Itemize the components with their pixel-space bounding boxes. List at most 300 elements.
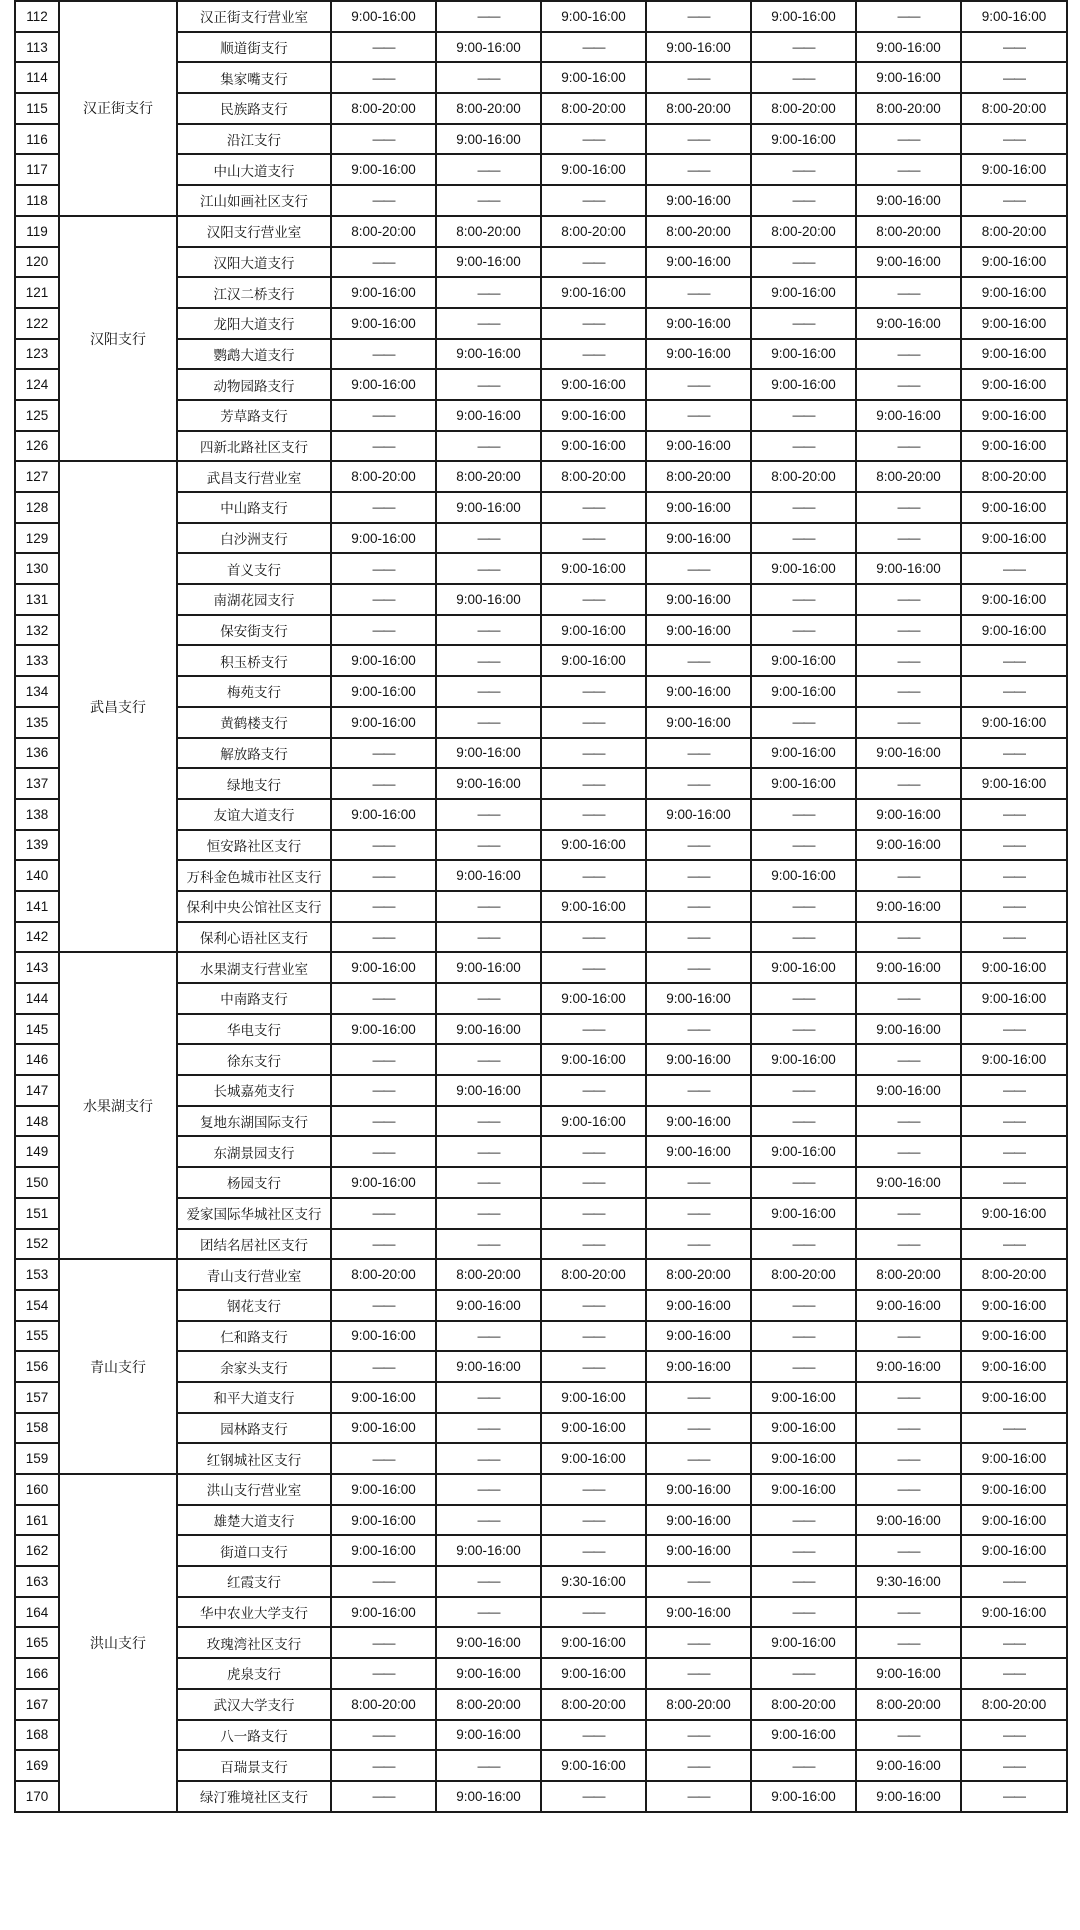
hours-cell: —— [961,1658,1067,1689]
sub-branch-name: 武汉大学支行 [177,1689,331,1720]
hours-cell: —— [331,185,436,216]
hours-cell: 9:00-16:00 [646,584,751,615]
hours-cell: 9:00-16:00 [751,1198,856,1229]
hours-cell: —— [961,1229,1067,1260]
hours-cell: 9:00-16:00 [646,676,751,707]
hours-cell: 9:00-16:00 [541,400,646,431]
sub-branch-name: 复地东湖国际支行 [177,1106,331,1137]
hours-cell: —— [646,768,751,799]
hours-cell: —— [331,768,436,799]
hours-cell: —— [436,369,541,400]
hours-cell: —— [646,952,751,983]
hours-cell: 9:00-16:00 [541,1106,646,1137]
row-number: 161 [15,1505,59,1536]
table-body [15,1,1067,1812]
hours-cell: —— [961,676,1067,707]
hours-cell: —— [961,860,1067,891]
hours-cell: —— [331,32,436,63]
hours-cell: 9:00-16:00 [436,860,541,891]
hours-cell: 8:00-20:00 [541,1689,646,1720]
hours-cell: —— [646,553,751,584]
hours-cell: —— [541,1014,646,1045]
table-row [15,1259,1067,1290]
sub-branch-name: 南湖花园支行 [177,584,331,615]
hours-cell: —— [751,1290,856,1321]
hours-cell: 9:00-16:00 [751,1136,856,1167]
hours-cell: —— [541,860,646,891]
hours-cell: 9:00-16:00 [856,553,961,584]
hours-cell: 9:00-16:00 [541,1413,646,1444]
hours-cell: —— [856,369,961,400]
schedule-sheet [14,0,1066,1813]
hours-cell: —— [856,768,961,799]
hours-cell: —— [751,247,856,278]
hours-cell: —— [541,922,646,953]
row-number: 169 [15,1750,59,1781]
sub-branch-name: 武昌支行营业室 [177,461,331,492]
hours-cell: —— [751,799,856,830]
hours-cell: —— [541,185,646,216]
hours-cell: —— [646,277,751,308]
hours-cell: 9:00-16:00 [856,799,961,830]
hours-cell: —— [961,1781,1067,1812]
sub-branch-name: 龙阳大道支行 [177,308,331,339]
hours-cell: —— [436,1505,541,1536]
hours-cell: 9:00-16:00 [331,952,436,983]
hours-cell: 9:00-16:00 [436,339,541,370]
hours-cell: 8:00-20:00 [646,1259,751,1290]
hours-cell: —— [856,584,961,615]
hours-cell: —— [436,277,541,308]
row-number: 168 [15,1720,59,1751]
row-number: 152 [15,1229,59,1260]
hours-cell: —— [856,983,961,1014]
hours-cell: 8:00-20:00 [436,1689,541,1720]
hours-cell: 9:00-16:00 [436,492,541,523]
hours-cell: —— [331,400,436,431]
hours-cell: 9:00-16:00 [646,32,751,63]
sub-branch-name: 首义支行 [177,553,331,584]
hours-cell: —— [541,1597,646,1628]
hours-cell: 9:00-16:00 [751,1044,856,1075]
sub-branch-name: 汉正街支行营业室 [177,1,331,32]
hours-cell: —— [436,830,541,861]
row-number: 159 [15,1443,59,1474]
row-number: 137 [15,768,59,799]
hours-cell: 9:00-16:00 [856,32,961,63]
hours-cell: —— [856,1627,961,1658]
hours-cell: 9:00-16:00 [961,1,1067,32]
hours-cell: —— [646,891,751,922]
hours-cell: 9:00-16:00 [646,1290,751,1321]
hours-cell: 9:00-16:00 [646,247,751,278]
sub-branch-name: 四新北路社区支行 [177,431,331,462]
hours-cell: —— [856,1229,961,1260]
hours-cell: 9:00-16:00 [541,1382,646,1413]
hours-cell: —— [751,922,856,953]
hours-cell: 8:00-20:00 [541,216,646,247]
hours-cell: 9:00-16:00 [541,1,646,32]
hours-cell: —— [961,185,1067,216]
hours-cell: 9:00-16:00 [331,1413,436,1444]
sub-branch-name: 和平大道支行 [177,1382,331,1413]
sub-branch-name: 解放路支行 [177,738,331,769]
sub-branch-name: 绿地支行 [177,768,331,799]
hours-cell: 9:00-16:00 [751,1,856,32]
hours-cell: 8:00-20:00 [541,93,646,124]
row-number: 112 [15,1,59,32]
hours-cell: —— [331,1781,436,1812]
hours-cell: 9:00-16:00 [961,1443,1067,1474]
row-number: 130 [15,553,59,584]
hours-cell: 9:00-16:00 [961,1290,1067,1321]
hours-cell: 9:00-16:00 [646,1505,751,1536]
hours-cell: —— [961,1136,1067,1167]
hours-cell: —— [646,1720,751,1751]
hours-cell: —— [856,707,961,738]
hours-cell: 9:00-16:00 [436,1351,541,1382]
hours-cell: —— [436,553,541,584]
sub-branch-name: 长城嘉苑支行 [177,1075,331,1106]
hours-cell: 8:00-20:00 [961,216,1067,247]
sub-branch-name: 保利中央公馆社区支行 [177,891,331,922]
hours-cell: —— [541,32,646,63]
hours-cell: —— [856,277,961,308]
hours-cell: 8:00-20:00 [961,1259,1067,1290]
row-number: 119 [15,216,59,247]
hours-cell: 9:00-16:00 [541,891,646,922]
row-number: 117 [15,154,59,185]
row-number: 127 [15,461,59,492]
hours-cell: —— [541,1075,646,1106]
hours-cell: —— [856,860,961,891]
row-number: 124 [15,369,59,400]
hours-cell: 8:00-20:00 [436,1259,541,1290]
hours-cell: 9:00-16:00 [436,124,541,155]
sub-branch-name: 顺道街支行 [177,32,331,63]
hours-cell: —— [961,62,1067,93]
sub-branch-name: 园林路支行 [177,1413,331,1444]
hours-cell: 9:00-16:00 [856,830,961,861]
hours-cell: —— [751,1658,856,1689]
hours-cell: 9:00-16:00 [751,277,856,308]
hours-cell: —— [646,124,751,155]
hours-cell: —— [646,830,751,861]
sub-branch-name: 保利心语社区支行 [177,922,331,953]
hours-cell: 9:00-16:00 [331,1014,436,1045]
hours-cell: —— [856,1198,961,1229]
row-number: 162 [15,1535,59,1566]
hours-cell: —— [646,1443,751,1474]
hours-cell: 9:00-16:00 [751,1443,856,1474]
row-number: 141 [15,891,59,922]
hours-cell: 9:00-16:00 [541,615,646,646]
branch-group-cell: 武昌支行 [59,461,177,952]
hours-cell: 9:00-16:00 [961,492,1067,523]
sub-branch-name: 华中农业大学支行 [177,1597,331,1628]
hours-cell: 8:00-20:00 [331,461,436,492]
hours-cell: —— [856,492,961,523]
table-row [15,461,1067,492]
hours-cell: —— [436,1597,541,1628]
hours-cell: 8:00-20:00 [646,93,751,124]
hours-cell: 9:00-16:00 [436,584,541,615]
hours-cell: —— [541,1167,646,1198]
hours-cell: —— [856,1535,961,1566]
row-number: 156 [15,1351,59,1382]
hours-cell: —— [436,62,541,93]
hours-cell: —— [961,124,1067,155]
sub-branch-name: 东湖景园支行 [177,1136,331,1167]
sub-branch-name: 动物园路支行 [177,369,331,400]
hours-cell: —— [541,584,646,615]
row-number: 144 [15,983,59,1014]
hours-cell: 9:00-16:00 [646,523,751,554]
branch-group-cell: 洪山支行 [59,1474,177,1812]
sub-branch-name: 爱家国际华城社区支行 [177,1198,331,1229]
sub-branch-name: 徐东支行 [177,1044,331,1075]
hours-cell: 9:00-16:00 [646,1474,751,1505]
sub-branch-name: 黄鹤楼支行 [177,707,331,738]
hours-cell: —— [436,1106,541,1137]
hours-cell: —— [856,1597,961,1628]
hours-cell: —— [331,1658,436,1689]
hours-cell: 9:00-16:00 [646,983,751,1014]
hours-cell: —— [436,1750,541,1781]
hours-cell: —— [961,1014,1067,1045]
hours-cell: 9:00-16:00 [751,553,856,584]
sub-branch-name: 杨园支行 [177,1167,331,1198]
row-number: 131 [15,584,59,615]
hours-cell: 9:00-16:00 [961,1597,1067,1628]
hours-cell: —— [751,707,856,738]
hours-cell: —— [961,830,1067,861]
sub-branch-name: 江山如画社区支行 [177,185,331,216]
hours-cell: —— [856,339,961,370]
hours-cell: —— [961,1750,1067,1781]
hours-cell: —— [331,62,436,93]
hours-cell: —— [436,1136,541,1167]
hours-cell: —— [751,400,856,431]
hours-cell: —— [856,1474,961,1505]
hours-cell: —— [331,1136,436,1167]
hours-cell: 8:00-20:00 [751,461,856,492]
hours-cell: —— [541,676,646,707]
hours-cell: 9:00-16:00 [856,62,961,93]
hours-cell: —— [961,645,1067,676]
hours-cell: —— [541,1198,646,1229]
hours-cell: 9:00-16:00 [961,707,1067,738]
hours-cell: 9:00-16:00 [751,768,856,799]
hours-cell: —— [751,1750,856,1781]
hours-cell: 8:00-20:00 [436,93,541,124]
hours-cell: —— [541,1351,646,1382]
hours-cell: 9:00-16:00 [646,1535,751,1566]
hours-cell: —— [331,1750,436,1781]
hours-cell: 9:00-16:00 [541,369,646,400]
hours-cell: —— [436,154,541,185]
hours-cell: 9:00-16:00 [331,1,436,32]
hours-cell: —— [961,32,1067,63]
sub-branch-name: 八一路支行 [177,1720,331,1751]
hours-cell: —— [751,1321,856,1352]
hours-cell: —— [436,1,541,32]
hours-cell: 9:00-16:00 [331,707,436,738]
hours-cell: 9:00-16:00 [856,400,961,431]
sub-branch-name: 江汉二桥支行 [177,277,331,308]
hours-cell: 9:00-16:00 [961,983,1067,1014]
hours-cell: —— [646,1167,751,1198]
hours-cell: —— [751,584,856,615]
hours-cell: —— [961,1566,1067,1597]
hours-cell: —— [436,1566,541,1597]
hours-cell: —— [646,645,751,676]
hours-cell: 9:00-16:00 [331,676,436,707]
sub-branch-name: 芳草路支行 [177,400,331,431]
row-number: 166 [15,1658,59,1689]
row-number: 167 [15,1689,59,1720]
sub-branch-name: 洪山支行营业室 [177,1474,331,1505]
hours-cell: 8:00-20:00 [856,1689,961,1720]
hours-cell: —— [331,553,436,584]
hours-cell: —— [331,492,436,523]
hours-cell: 8:00-20:00 [961,461,1067,492]
hours-cell: —— [436,922,541,953]
hours-cell: 9:00-16:00 [436,1627,541,1658]
sub-branch-name: 百瑞景支行 [177,1750,331,1781]
hours-cell: 9:00-16:00 [751,1413,856,1444]
hours-cell: 8:00-20:00 [856,93,961,124]
sub-branch-name: 青山支行营业室 [177,1259,331,1290]
hours-cell: 9:00-16:00 [436,952,541,983]
hours-cell: —— [646,1,751,32]
hours-cell: —— [541,1781,646,1812]
hours-cell: 9:00-16:00 [331,277,436,308]
hours-cell: 8:00-20:00 [856,461,961,492]
hours-cell: —— [751,1106,856,1137]
row-number: 153 [15,1259,59,1290]
hours-cell: 9:00-16:00 [646,799,751,830]
hours-cell: 9:00-16:00 [646,339,751,370]
hours-cell: 9:00-16:00 [646,1321,751,1352]
row-number: 149 [15,1136,59,1167]
hours-cell: 9:00-16:00 [751,952,856,983]
hours-cell: 9:00-16:00 [331,1382,436,1413]
hours-cell: 9:00-16:00 [961,431,1067,462]
hours-cell: —— [646,1750,751,1781]
hours-cell: —— [541,1290,646,1321]
hours-cell: —— [331,1198,436,1229]
table-row [15,216,1067,247]
sub-branch-name: 水果湖支行营业室 [177,952,331,983]
row-number: 116 [15,124,59,155]
hours-cell: —— [751,1566,856,1597]
hours-cell: 9:00-16:00 [646,492,751,523]
sub-branch-name: 中南路支行 [177,983,331,1014]
row-number: 158 [15,1413,59,1444]
hours-cell: —— [541,738,646,769]
hours-cell: —— [436,1413,541,1444]
hours-cell: —— [961,1167,1067,1198]
hours-cell: 9:00-16:00 [751,369,856,400]
row-number: 126 [15,431,59,462]
hours-cell: 9:00-16:00 [856,1351,961,1382]
hours-cell: 8:00-20:00 [646,216,751,247]
hours-cell: 9:00-16:00 [541,1627,646,1658]
hours-cell: 9:00-16:00 [961,768,1067,799]
hours-cell: 9:00-16:00 [436,1535,541,1566]
hours-cell: 9:00-16:00 [541,645,646,676]
hours-cell: 9:00-16:00 [961,1321,1067,1352]
hours-cell: 9:00-16:00 [856,1750,961,1781]
hours-cell: 9:00-16:00 [856,1658,961,1689]
row-number: 140 [15,860,59,891]
hours-cell: 9:00-16:00 [751,676,856,707]
hours-cell: 8:00-20:00 [331,93,436,124]
hours-cell: —— [331,1443,436,1474]
sub-branch-name: 鹦鹉大道支行 [177,339,331,370]
hours-cell: 9:00-16:00 [646,308,751,339]
hours-cell: 9:00-16:00 [856,1075,961,1106]
sub-branch-name: 钢花支行 [177,1290,331,1321]
hours-cell: —— [541,1474,646,1505]
hours-cell: 9:00-16:00 [331,645,436,676]
hours-cell: —— [856,615,961,646]
hours-cell: —— [856,1,961,32]
sub-branch-name: 积玉桥支行 [177,645,331,676]
hours-cell: 8:00-20:00 [331,216,436,247]
hours-cell: 9:00-16:00 [436,1075,541,1106]
sub-branch-name: 民族路支行 [177,93,331,124]
sub-branch-name: 汉阳大道支行 [177,247,331,278]
row-number: 150 [15,1167,59,1198]
hours-cell: 8:00-20:00 [646,1689,751,1720]
hours-cell: 9:00-16:00 [856,247,961,278]
hours-cell: 8:00-20:00 [751,1259,856,1290]
sub-branch-name: 中山大道支行 [177,154,331,185]
row-number: 134 [15,676,59,707]
hours-cell: 9:00-16:00 [541,1750,646,1781]
hours-cell: 8:00-20:00 [541,461,646,492]
hours-cell: —— [646,1014,751,1045]
hours-cell: 9:00-16:00 [646,185,751,216]
hours-cell: —— [541,768,646,799]
sub-branch-name: 万科金色城市社区支行 [177,860,331,891]
hours-cell: 9:00-16:00 [331,1505,436,1536]
hours-cell: 9:00-16:00 [646,1136,751,1167]
hours-cell: —— [436,431,541,462]
hours-cell: —— [331,1106,436,1137]
hours-cell: 9:00-16:00 [331,154,436,185]
hours-cell: —— [856,1413,961,1444]
hours-cell: —— [331,1720,436,1751]
table-row [15,952,1067,983]
hours-cell: —— [961,799,1067,830]
hours-cell: 9:00-16:00 [751,339,856,370]
hours-cell: —— [541,124,646,155]
hours-cell: 9:00-16:00 [961,247,1067,278]
sub-branch-name: 红霞支行 [177,1566,331,1597]
hours-cell: 9:00-16:00 [331,1535,436,1566]
hours-cell: —— [331,738,436,769]
hours-cell: —— [751,1075,856,1106]
branch-group-cell: 青山支行 [59,1259,177,1474]
hours-cell: —— [436,1044,541,1075]
hours-cell: 9:00-16:00 [646,1044,751,1075]
row-number: 132 [15,615,59,646]
hours-cell: —— [751,523,856,554]
sub-branch-name: 雄楚大道支行 [177,1505,331,1536]
